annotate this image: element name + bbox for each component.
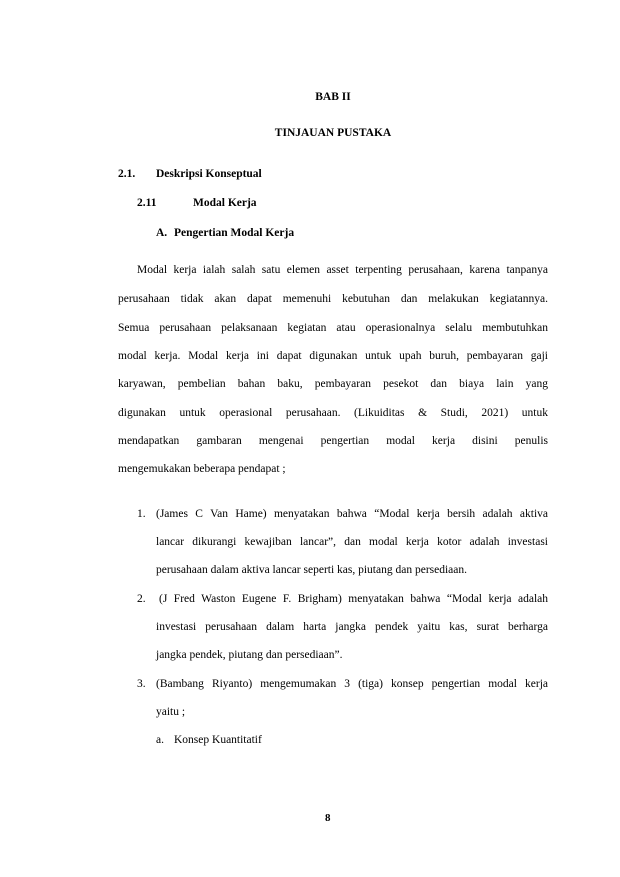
subsubsection-label: A. — [156, 227, 168, 239]
list-item-number: 1. — [137, 508, 146, 520]
paragraph-line: mengemukakan beberapa pendapat ; — [118, 463, 286, 475]
paragraph-line: digunakan untuk operasional perusahaan. (Likuiditas & Studi, 2021) untuk — [118, 407, 548, 419]
list-item-line: (James C Van Hame) menyatakan bahwa “Modal kerja bersih adalah aktiva — [156, 508, 548, 520]
list-item-line: (Bambang Riyanto) mengemumakan 3 (tiga) konsep pengertian modal kerja — [156, 678, 548, 690]
paragraph-line: perusahaan tidak akan dapat memenuhi kebutuhan dan melakukan kegiatannya. — [118, 293, 548, 305]
subsection-number: 2.11 — [137, 197, 157, 209]
chapter-title: BAB II — [315, 91, 351, 103]
list-item-line: jangka pendek, piutang dan persediaan”. — [156, 649, 343, 661]
sub-item-text: Konsep Kuantitatif — [174, 734, 262, 746]
section-title: Deskripsi Konseptual — [156, 168, 262, 180]
chapter-subtitle: TINJAUAN PUSTAKA — [274, 127, 392, 139]
sub-item-label: a. — [156, 734, 164, 746]
list-item-line: perusahaan dalam aktiva lancar seperti kas, piutang dan persediaan. — [156, 564, 468, 576]
list-item-line: yaitu ; — [156, 706, 186, 718]
page-number: 8 — [325, 812, 331, 824]
section-number: 2.1. — [118, 168, 136, 180]
list-item-number: 2. — [137, 593, 146, 605]
subsubsection-title: Pengertian Modal Kerja — [174, 227, 295, 239]
paragraph-line: karyawan, pembelian bahan baku, pembayaran pesekot dan biaya lain yang — [118, 378, 548, 390]
list-item-line: (J Fred Waston Eugene F. Brigham) menyatakan bahwa “Modal kerja adalah — [159, 593, 548, 605]
paragraph-line: mendapatkan gambaran mengenai pengertian modal kerja disini penulis — [118, 435, 548, 447]
list-item-line: lancar dikurangi kewajiban lancar”, dan modal kerja kotor adalah investasi — [156, 536, 548, 548]
paragraph-line: Modal kerja ialah salah satu elemen asset terpenting perusahaan, karena tanpanya — [137, 264, 548, 276]
subsection-title: Modal Kerja — [193, 197, 257, 209]
paragraph-line: modal kerja. Modal kerja ini dapat digunakan untuk upah buruh, pembayaran gaji — [118, 350, 548, 362]
list-item-line: investasi perusahaan dalam harta jangka pendek yaitu kas, surat berharga — [156, 621, 548, 633]
list-item-number: 3. — [137, 678, 146, 690]
paragraph-line: Semua perusahaan pelaksanaan kegiatan atau operasionalnya selalu membutuhkan — [118, 322, 548, 334]
